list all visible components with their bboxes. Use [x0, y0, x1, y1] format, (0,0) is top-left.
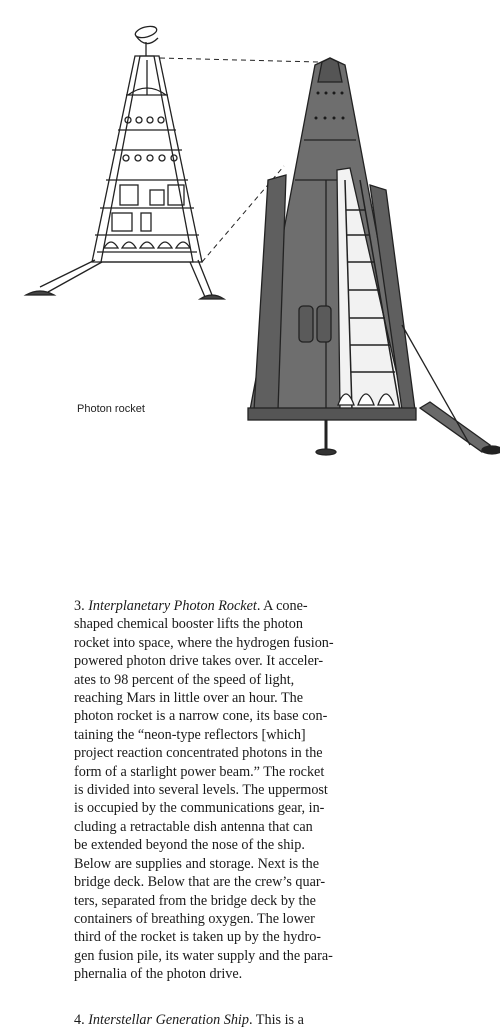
article-body: [74, 597, 414, 984]
figure-caption: Photon rocket: [77, 403, 145, 415]
article-first-line: [74, 597, 414, 615]
paragraph-line: ters, separated from the bridge deck by the: [74, 892, 316, 909]
paragraph-line: powered photon drive takes over. It acceler-: [74, 653, 324, 670]
paragraph-line: photon rocket is a narrow cone, its base con-: [74, 708, 328, 725]
paragraph-line: form of a starlight power beam.” The rocket: [74, 763, 325, 780]
paragraph-line: taining the “neon-type reflectors [which]: [74, 726, 306, 743]
next-section-title: Interstellar Generation Ship: [88, 1012, 249, 1028]
paragraph-line: is divided into several levels. The uppermost: [74, 782, 328, 799]
paragraph-line: bridge deck. Below that are the crew’s quar-: [74, 874, 326, 891]
section-title: Interplanetary Photon Rocket: [88, 598, 257, 614]
paragraph-line: cluding a retractable dish antenna that can: [74, 818, 313, 835]
section-number: 3.: [74, 598, 85, 614]
paragraph-line: . A cone-: [256, 598, 308, 614]
paragraph-line: shaped chemical booster lifts the photon: [74, 616, 303, 633]
paragraph-line: reaching Mars in little over an hour. The: [74, 690, 304, 707]
paragraph-line: rocket into space, where the hydrogen fusion-: [74, 634, 334, 651]
paragraph-line: containers of breathing oxygen. The lower: [74, 910, 315, 927]
photon-rocket-illustration: [0, 0, 500, 470]
paragraph-line: phernalia of the photon drive.: [74, 966, 243, 983]
exterior-rocket-drawing: [248, 58, 500, 455]
paragraph-line: gen fusion pile, its water supply and the para-: [74, 947, 333, 964]
next-section-text: . This is a: [248, 1012, 304, 1028]
paragraph-line: ates to 98 percent of the speed of light,: [74, 671, 295, 688]
cutaway-rocket-drawing: [26, 24, 224, 299]
paragraph-line: third of the rocket is taken up by the hydro-: [74, 929, 322, 946]
paragraph-line: project reaction concentrated photons in the: [74, 745, 323, 762]
paragraph-line: Below are supplies and storage. Next is the: [74, 855, 320, 872]
paragraph-line: is occupied by the communications gear, in-: [74, 800, 325, 817]
paragraph-line: be extended beyond the nose of the ship.: [74, 837, 305, 854]
next-section-number: 4.: [74, 1012, 85, 1028]
